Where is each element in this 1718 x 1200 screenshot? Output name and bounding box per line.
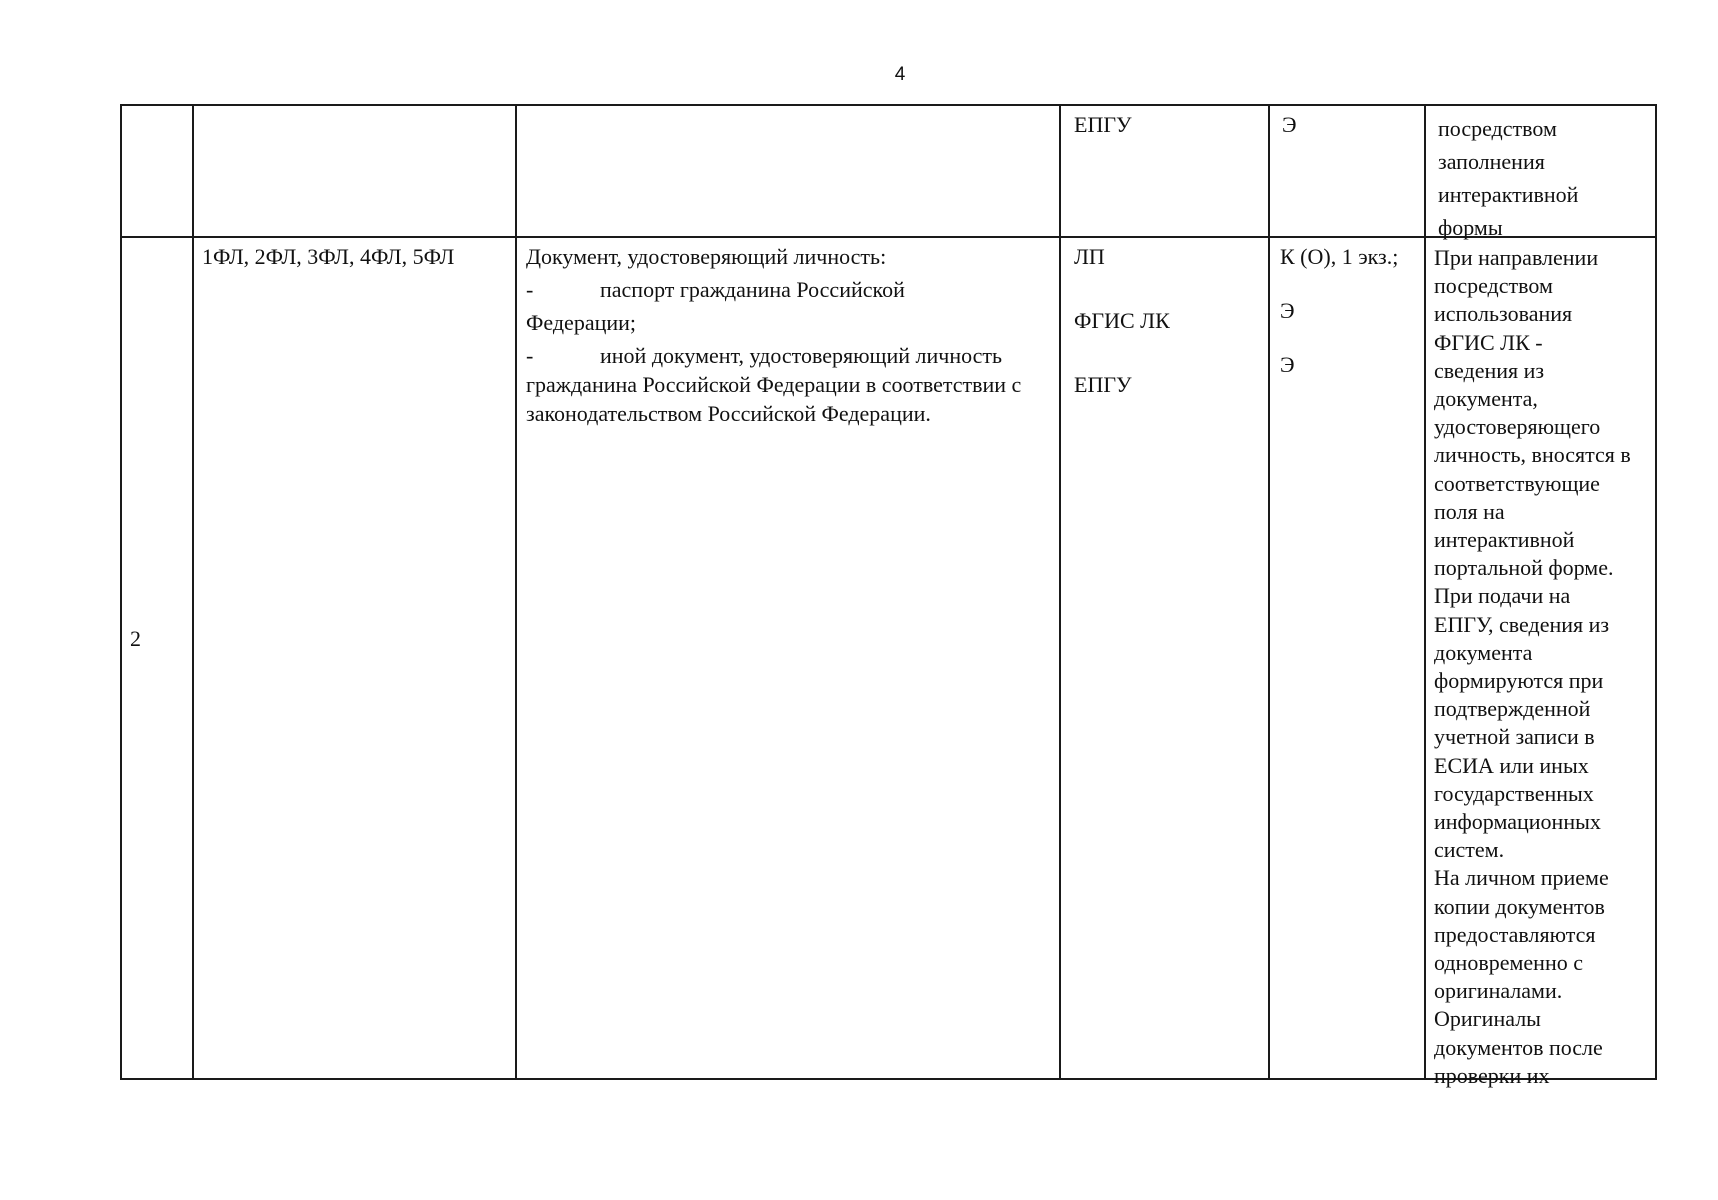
row1-form: Э xyxy=(1282,112,1297,137)
note-line: При подачи на xyxy=(1434,583,1571,609)
note-line: предоставляются xyxy=(1434,921,1596,947)
note-line: интерактивной xyxy=(1434,527,1575,553)
note-line: государственных xyxy=(1434,780,1594,806)
note-line: документов после xyxy=(1434,1034,1603,1060)
row1-channel: ЕПГУ xyxy=(1074,112,1132,137)
document-item-rest: Федерации; xyxy=(526,310,637,335)
column-divider xyxy=(1268,106,1270,1078)
document-item-rest: гражданина Российской Федерации в соответствии с законодательством Российской Федерации. xyxy=(526,372,1022,426)
note-line: ЕСИА или иных xyxy=(1434,752,1589,778)
row1-note xyxy=(1438,112,1658,244)
note-line: ФГИС ЛК - xyxy=(1434,329,1543,355)
note-line: посредством xyxy=(1434,273,1553,299)
column-divider xyxy=(1424,106,1426,1078)
note-line: документа, xyxy=(1434,386,1538,412)
row2-channels xyxy=(1074,242,1264,399)
note-line: использования xyxy=(1434,301,1573,327)
row2-applicants: 1ФЛ, 2ФЛ, 3ФЛ, 4ФЛ, 5ФЛ xyxy=(202,244,455,269)
document-item-first-line: иной документ, удостоверяющий личность xyxy=(600,343,1003,368)
note-line: формируются при xyxy=(1434,668,1604,694)
note-line: На личном приеме xyxy=(1434,865,1609,891)
note-line: сведения из xyxy=(1434,357,1545,383)
note-line: документа xyxy=(1434,639,1533,665)
row-divider xyxy=(122,236,1655,238)
row1-note-line: заполнения xyxy=(1438,149,1545,174)
row2-forms xyxy=(1280,242,1424,379)
row2-notes xyxy=(1434,244,1656,1090)
document-item xyxy=(526,275,1066,337)
dash-marker: - xyxy=(526,343,534,368)
document-item xyxy=(526,341,1066,428)
note-line: поля на xyxy=(1434,498,1505,524)
note-line: одновременно с xyxy=(1434,950,1583,976)
form-item: К (О), 1 экз.; xyxy=(1280,244,1399,269)
column-divider xyxy=(515,106,517,1078)
document-table xyxy=(120,104,1657,1088)
form-item: Э xyxy=(1280,298,1295,323)
document-item-first-line: паспорт гражданина Российской xyxy=(600,277,905,302)
row2-document xyxy=(526,242,1066,428)
note-line: информационных xyxy=(1434,809,1601,835)
row1-note-line: посредством xyxy=(1438,116,1557,141)
note-line: копии документов xyxy=(1434,893,1605,919)
channel-item: ЛП xyxy=(1074,244,1105,269)
document-title: Документ, удостоверяющий личность: xyxy=(526,244,887,269)
note-line: оригиналами. xyxy=(1434,978,1563,1004)
row1-note-line: формы xyxy=(1438,215,1503,240)
note-line: учетной записи в xyxy=(1434,724,1595,750)
note-line: ЕПГУ, сведения из xyxy=(1434,611,1610,637)
note-line: При направлении xyxy=(1434,245,1599,270)
note-line: соответствующие xyxy=(1434,470,1600,496)
form-item: Э xyxy=(1280,352,1295,377)
channel-item: ФГИС ЛК xyxy=(1074,308,1170,333)
note-line: Оригиналы xyxy=(1434,1006,1541,1032)
page-number: 4 xyxy=(894,64,906,85)
row2-number: 2 xyxy=(130,626,141,651)
note-line: личность, вносятся в xyxy=(1434,442,1631,468)
note-line: проверки их xyxy=(1434,1062,1550,1088)
note-line: подтвержденной xyxy=(1434,696,1591,722)
note-line: удостоверяющего xyxy=(1434,414,1601,440)
row1-note-line: интерактивной xyxy=(1438,182,1579,207)
channel-item: ЕПГУ xyxy=(1074,372,1132,397)
column-divider xyxy=(192,106,194,1078)
note-line: систем. xyxy=(1434,837,1505,863)
dash-marker: - xyxy=(526,277,534,302)
note-line: портальной форме. xyxy=(1434,555,1614,581)
